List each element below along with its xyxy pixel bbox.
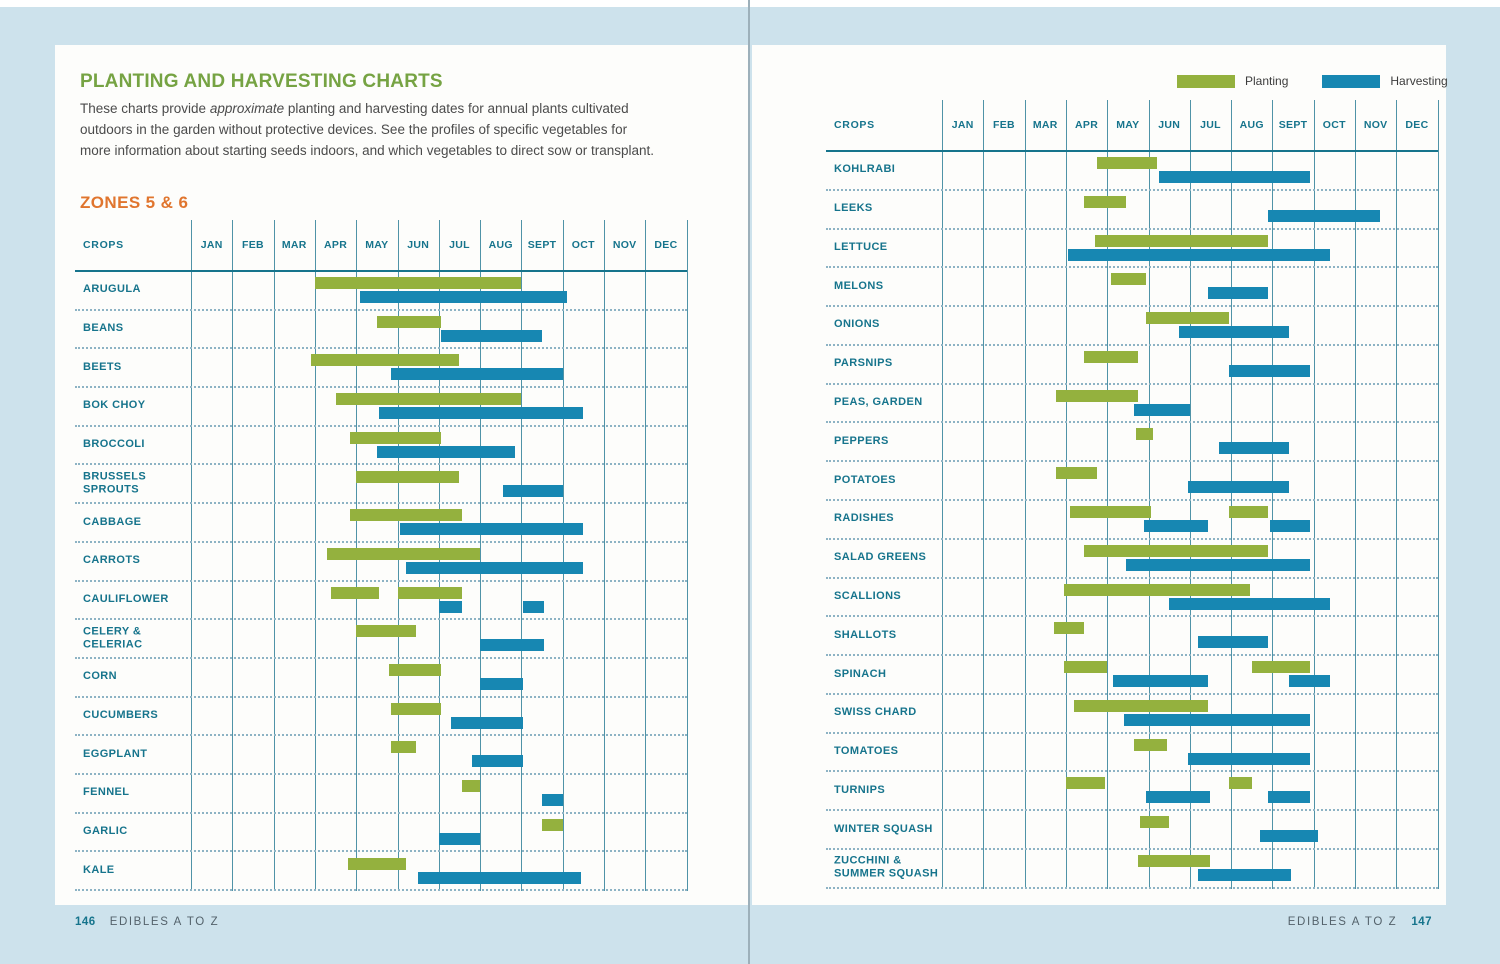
harvesting-bar — [1169, 598, 1330, 610]
intro-paragraph — [80, 98, 655, 161]
month-header-label: AUG — [1239, 119, 1264, 131]
harvesting-bar — [439, 833, 480, 845]
harvesting-bar — [1198, 869, 1291, 881]
book-page-left — [55, 45, 749, 905]
harvesting-bar — [1113, 675, 1208, 687]
harvesting-bar — [400, 523, 584, 535]
crop-row — [75, 543, 687, 582]
footer-label-left: EDIBLES A TO Z — [109, 916, 220, 928]
crop-label: RADISHES — [834, 512, 895, 525]
month-header-label: APR — [324, 239, 348, 251]
harvesting-bar — [1268, 210, 1380, 222]
crop-row — [75, 775, 687, 814]
crop-row — [75, 427, 687, 466]
month-header-label: DEC — [654, 239, 678, 251]
harvesting-bar — [480, 678, 523, 690]
crop-row — [826, 772, 1438, 811]
harvesting-bar — [1270, 520, 1309, 532]
zone-heading: ZONES 5 & 6 — [80, 193, 189, 212]
planting-bar — [1229, 506, 1268, 518]
planting-bar — [331, 587, 378, 599]
crop-label: CABBAGE — [83, 515, 142, 528]
crop-row — [75, 736, 687, 775]
harvesting-legend-label: Harvesting — [1390, 74, 1448, 88]
crop-row — [826, 152, 1438, 191]
crop-label: PEAS, GARDEN — [834, 396, 923, 409]
month-header-label: MAY — [1116, 119, 1140, 131]
month-header-label: MAY — [365, 239, 389, 251]
planting-bar — [1066, 777, 1105, 789]
planting-bar — [1084, 351, 1138, 363]
month-header-label: FEB — [992, 119, 1015, 131]
harvesting-bar — [1260, 830, 1318, 842]
crop-label: CUCUMBERS — [83, 709, 159, 722]
crop-row — [826, 579, 1438, 618]
harvesting-bar — [439, 601, 462, 613]
footer-right — [1288, 916, 1432, 928]
crop-row — [826, 695, 1438, 734]
crop-row — [826, 191, 1438, 230]
harvesting-bar — [1159, 171, 1310, 183]
crops-column-header: CROPS — [834, 119, 875, 131]
planting-bar — [1084, 196, 1125, 208]
page-title: PLANTING AND HARVESTING CHARTS — [80, 71, 443, 92]
planting-bar — [1146, 312, 1229, 324]
month-header-label: AUG — [488, 239, 513, 251]
month-header-label: MAR — [1032, 119, 1058, 131]
crop-label: SWISS CHARD — [834, 706, 917, 719]
harvesting-bar — [441, 330, 542, 342]
planting-bar — [1134, 739, 1167, 751]
crop-row — [75, 698, 687, 737]
planting-bar — [1054, 622, 1085, 634]
chart-legend — [1177, 74, 1448, 88]
planting-legend-label: Planting — [1245, 74, 1289, 88]
planting-bar — [1111, 273, 1146, 285]
month-header-label: NOV — [1363, 119, 1388, 131]
crop-label: CARROTS — [83, 554, 141, 567]
crop-label: BEANS — [83, 322, 124, 335]
footer-left — [75, 916, 219, 928]
intro-text-italic: approximate — [209, 101, 285, 116]
crop-row — [826, 850, 1438, 889]
crop-row — [75, 311, 687, 350]
planting-bar — [1252, 661, 1310, 673]
crop-row — [75, 504, 687, 543]
crop-row — [826, 462, 1438, 501]
crop-label: EGGPLANT — [83, 747, 148, 760]
month-header-label: NOV — [612, 239, 637, 251]
planting-bar — [462, 780, 481, 792]
planting-chart-right — [826, 100, 1438, 889]
crop-row — [826, 346, 1438, 385]
crop-label: KALE — [83, 864, 115, 877]
crop-row — [75, 853, 687, 892]
month-grid-line — [687, 220, 688, 891]
crop-label: SALAD GREENS — [834, 551, 927, 564]
page-number-right: 147 — [1411, 916, 1432, 928]
harvesting-bar — [1289, 675, 1330, 687]
crop-label: PEPPERS — [834, 435, 889, 448]
crop-row — [826, 385, 1438, 424]
month-header-label: JAN — [200, 239, 223, 251]
planting-bar — [1097, 157, 1157, 169]
crop-row — [826, 540, 1438, 579]
crop-row — [75, 659, 687, 698]
planting-bar — [1095, 235, 1268, 247]
crop-label: FENNEL — [83, 786, 130, 799]
crop-row — [826, 734, 1438, 773]
crop-label: CAULIFLOWER — [83, 593, 169, 606]
crop-label: BOK CHOY — [83, 399, 146, 412]
harvesting-bar — [391, 368, 562, 380]
planting-bar — [1056, 467, 1097, 479]
crop-label: SHALLOTS — [834, 628, 897, 641]
crop-label: KOHLRABI — [834, 163, 896, 176]
crop-label: LETTUCE — [834, 241, 888, 254]
book-page-right — [752, 45, 1446, 905]
planting-bar — [1064, 584, 1250, 596]
harvesting-bar — [1126, 559, 1310, 571]
crop-row — [75, 349, 687, 388]
crop-row — [826, 656, 1438, 695]
intro-text-before: These charts provide — [80, 101, 210, 116]
harvesting-bar — [1134, 404, 1190, 416]
planting-bar — [391, 741, 416, 753]
harvesting-bar — [451, 717, 523, 729]
page-number-left: 146 — [75, 916, 96, 928]
planting-bar — [348, 858, 406, 870]
crop-row — [75, 814, 687, 853]
crop-label: TOMATOES — [834, 745, 899, 758]
harvesting-bar — [1188, 481, 1289, 493]
crop-row — [826, 307, 1438, 346]
crop-label: GARLIC — [83, 825, 128, 838]
crop-label: SPINACH — [834, 667, 887, 680]
planting-bar — [1074, 700, 1208, 712]
month-header-label: DEC — [1405, 119, 1429, 131]
harvesting-bar — [1198, 636, 1268, 648]
harvesting-bar — [379, 407, 583, 419]
planting-bar — [542, 819, 563, 831]
crop-row — [826, 617, 1438, 656]
planting-bar — [1064, 661, 1107, 673]
month-header-label: JUL — [449, 239, 470, 251]
harvesting-bar — [1219, 442, 1289, 454]
planting-bar — [1084, 545, 1268, 557]
crop-row — [826, 423, 1438, 462]
crop-label: BROCCOLI — [83, 438, 145, 451]
planting-bar — [1136, 428, 1153, 440]
crop-label: POTATOES — [834, 473, 896, 486]
crop-label: BRUSSELS SPROUTS — [83, 470, 147, 496]
harvesting-swatch-icon — [1322, 75, 1380, 88]
harvesting-bar — [377, 446, 515, 458]
book-spine-divider — [748, 0, 750, 964]
harvesting-bar — [523, 601, 544, 613]
crop-label: CELERY & CELERIAC — [83, 625, 143, 651]
crop-label: LEEKS — [834, 202, 873, 215]
harvesting-bar — [1179, 326, 1288, 338]
month-header-label: JUN — [407, 239, 430, 251]
crop-row — [826, 268, 1438, 307]
harvesting-bar — [480, 639, 544, 651]
harvesting-bar — [1146, 791, 1210, 803]
harvesting-bar — [472, 755, 524, 767]
footer-label-right: EDIBLES A TO Z — [1287, 916, 1398, 928]
crop-row — [75, 388, 687, 427]
month-header-label: JUL — [1200, 119, 1221, 131]
month-header-label: SEPT — [1278, 119, 1308, 131]
crops-column-header: CROPS — [83, 239, 124, 251]
planting-swatch-icon — [1177, 75, 1235, 88]
harvesting-bar — [406, 562, 584, 574]
crop-label: CORN — [83, 670, 117, 683]
harvesting-bar — [1208, 287, 1268, 299]
crop-label: ONIONS — [834, 318, 880, 331]
crop-label: ZUCCHINI & SUMMER SQUASH — [834, 854, 939, 880]
crop-row — [826, 230, 1438, 269]
crop-label: TURNIPS — [834, 784, 886, 797]
crop-label: ARUGULA — [83, 283, 141, 296]
planting-bar — [398, 587, 462, 599]
harvesting-bar — [360, 291, 567, 303]
crop-label: SCALLIONS — [834, 590, 902, 603]
planting-bar — [350, 432, 441, 444]
month-header-label: JAN — [951, 119, 974, 131]
harvesting-bar — [542, 794, 563, 806]
harvesting-bar — [1124, 714, 1310, 726]
month-header-label: OCT — [1322, 119, 1346, 131]
harvesting-bar — [418, 872, 581, 884]
month-header-label: FEB — [241, 239, 264, 251]
crop-row — [826, 811, 1438, 850]
planting-bar — [377, 316, 441, 328]
harvesting-bar — [1068, 249, 1330, 261]
crop-label: BEETS — [83, 360, 122, 373]
planting-bar — [391, 703, 441, 715]
month-header-label: SEPT — [527, 239, 557, 251]
crop-row — [826, 501, 1438, 540]
harvesting-bar — [1229, 365, 1310, 377]
month-header-label: JUN — [1158, 119, 1181, 131]
planting-bar — [1070, 506, 1151, 518]
crop-label: WINTER SQUASH — [834, 822, 933, 835]
harvesting-bar — [1188, 753, 1310, 765]
month-header-label: OCT — [571, 239, 595, 251]
month-grid-line — [1438, 100, 1439, 889]
crop-row — [75, 272, 687, 311]
harvesting-bar — [1268, 791, 1309, 803]
planting-bar — [327, 548, 480, 560]
planting-bar — [336, 393, 522, 405]
planting-bar — [1229, 777, 1252, 789]
crop-row — [75, 620, 687, 659]
month-header-label: APR — [1075, 119, 1099, 131]
planting-bar — [1138, 855, 1210, 867]
harvesting-bar — [1144, 520, 1208, 532]
month-header-label: MAR — [281, 239, 307, 251]
planting-bar — [356, 625, 416, 637]
planting-bar — [315, 277, 522, 289]
page-top-margin — [0, 0, 1500, 7]
crop-row — [75, 466, 687, 505]
crop-row — [75, 582, 687, 621]
planting-bar — [1140, 816, 1169, 828]
intro-text-after: planting and harvesting dates for annual plants cultivated outdoors in the garden without protective devices. See the profiles of specific vegetables for more information about starting seeds indoors, and which vegetables to direct sow or transplant. — [80, 101, 655, 158]
crop-label: MELONS — [834, 279, 884, 292]
crop-label: PARSNIPS — [834, 357, 893, 370]
planting-bar — [356, 471, 459, 483]
planting-bar — [1056, 390, 1139, 402]
planting-chart-left — [75, 220, 687, 891]
planting-bar — [350, 509, 462, 521]
harvesting-bar — [503, 485, 563, 497]
planting-bar — [389, 664, 441, 676]
planting-bar — [311, 354, 460, 366]
